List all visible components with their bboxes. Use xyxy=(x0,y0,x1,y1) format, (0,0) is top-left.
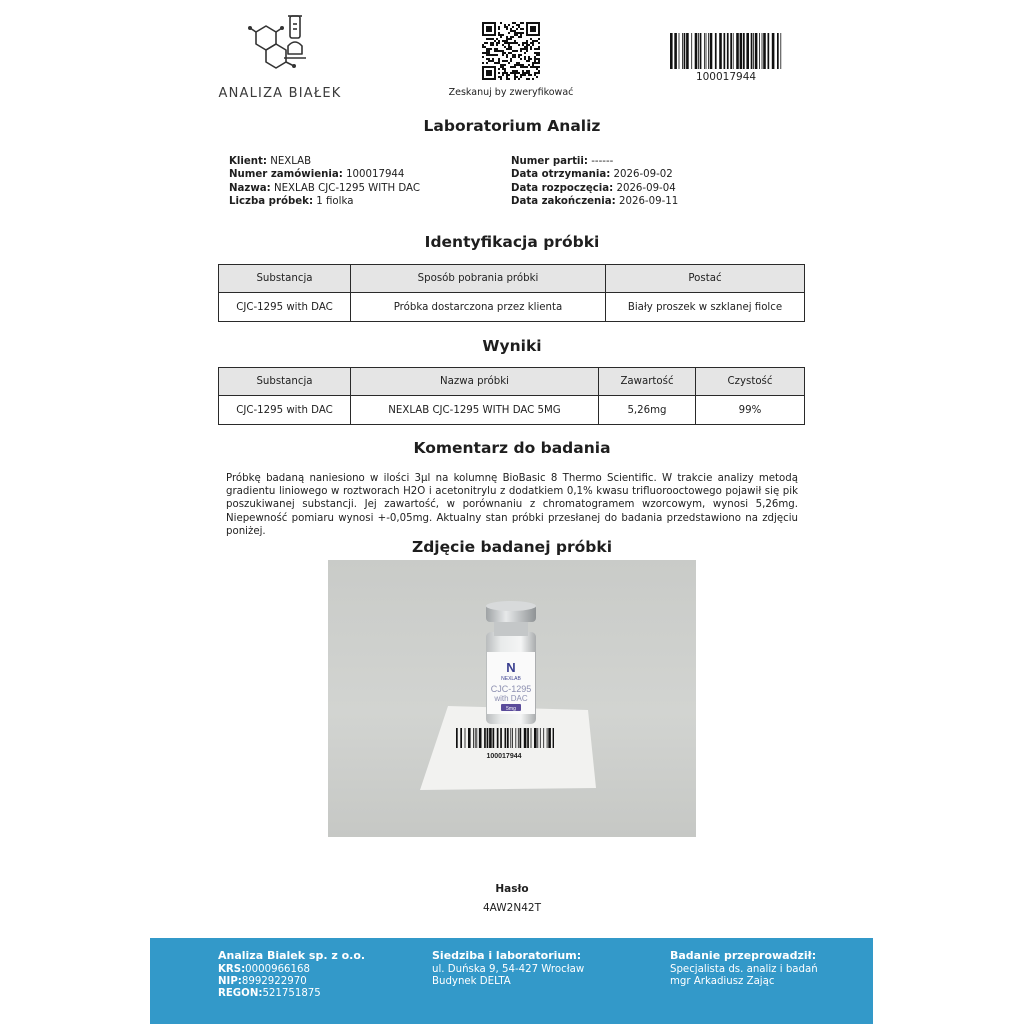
table-row xyxy=(219,293,805,322)
examiner-heading: Badanie przeprowadził: xyxy=(670,949,817,962)
table-header-row xyxy=(219,368,805,396)
results-table xyxy=(218,367,805,425)
company-logo xyxy=(218,12,342,101)
table-header-cell: Czystość xyxy=(696,368,805,396)
footer-address xyxy=(432,950,584,988)
comment-title: Komentarz do badania xyxy=(413,439,611,457)
vial-photo-illustration xyxy=(328,560,696,837)
table-cell: NEXLAB CJC-1295 WITH DAC 5MG xyxy=(351,396,599,425)
table-cell: 5,26mg xyxy=(599,396,696,425)
info-row-client: Klient: NEXLAB xyxy=(229,156,312,167)
password-label: Hasło xyxy=(495,883,529,895)
info-row-finished: Data zakończenia: 2026-09-11 xyxy=(511,196,679,208)
identification-title: Identyfikacja próbki xyxy=(424,233,600,251)
examiner-line2: mgr Arkadiusz Zając xyxy=(670,976,775,987)
table-header-row xyxy=(219,265,805,293)
company-name: Analiza Bialek sp. z o.o. xyxy=(218,949,366,962)
password-value: 4AW2N42T xyxy=(483,902,541,914)
table-cell: Próbka dostarczona przez klienta xyxy=(351,293,606,322)
table-cell: 99% xyxy=(696,396,805,425)
info-row-received: Data otrzymania: 2026-09-02 xyxy=(511,169,673,181)
vial-dose: 5mg xyxy=(506,706,516,712)
table-header-cell: Substancja xyxy=(219,368,351,396)
address-line1: ul. Duńska 9, 54-427 Wrocław xyxy=(432,964,585,975)
logo-text: ANALIZA BIAŁEK xyxy=(218,86,342,101)
table-header-cell: Nazwa próbki xyxy=(351,368,599,396)
info-row-name: Nazwa: NEXLAB CJC-1295 WITH DAC xyxy=(229,182,420,194)
examiner-line1: Specjalista ds. analiz i badań xyxy=(670,964,818,975)
barcode-top-number: 100017944 xyxy=(695,71,757,83)
vial-brand: NEXLAB xyxy=(501,676,521,682)
company-krs: KRS:0000966168 xyxy=(218,964,310,975)
qr-caption: Zeskanuj by zweryfikować xyxy=(448,87,574,98)
qr-code[interactable] xyxy=(482,22,540,80)
table-row xyxy=(219,396,805,425)
barcode-top xyxy=(670,33,782,69)
info-row-batch: Numer partii: ------ xyxy=(511,156,614,167)
company-regon: REGON:521751875 xyxy=(218,988,321,999)
footer-examiner xyxy=(670,950,818,988)
company-nip: NIP:8992922970 xyxy=(218,976,307,987)
vial-product-line2: with DAC xyxy=(494,694,528,703)
table-header-cell: Postać xyxy=(606,265,805,293)
identification-table xyxy=(218,264,805,322)
address-line2: Budynek DELTA xyxy=(432,976,511,987)
vial-logo: N xyxy=(506,660,516,675)
comment-text: Próbkę badaną naniesiono w ilości 3µl na kolumnę BioBasic 8 Thermo Scientific. W trakcie analizy metodą gradientu liniowego w roztworach H2O i acetonitrylu z dodatkiem 0,1% kwasu trifluorooctowego pojawił się pik poszukiwanej substancji. Jej zawartość, w porównaniu z chromatogramem wzorcowym, wynosi 5,26mg. Niepewność pomiaru wynosi +-0,05mg. Aktualny stan próbki przesłanej do badania przedstawiono na zdjęciu poniżej. xyxy=(226,473,798,537)
info-row-started: Data rozpoczęcia: 2026-09-04 xyxy=(511,182,676,194)
table-header-cell: Substancja xyxy=(219,265,351,293)
info-left xyxy=(229,155,420,209)
card-barcode-number: 100017944 xyxy=(486,753,522,760)
table-header-cell: Zawartość xyxy=(599,368,696,396)
address-heading: Siedziba i laboratorium: xyxy=(432,949,582,962)
footer-company xyxy=(218,950,365,1000)
sample-photo xyxy=(328,560,696,837)
table-cell: Biały proszek w szklanej fiolce xyxy=(606,293,805,322)
molecule-flask-icon xyxy=(248,12,312,74)
table-header-cell: Sposób pobrania próbki xyxy=(351,265,606,293)
info-row-samples: Liczba próbek: 1 fiolka xyxy=(229,196,354,208)
page-title: Laboratorium Analiz xyxy=(423,117,601,135)
footer xyxy=(150,938,873,1024)
info-row-order: Numer zamówienia: 100017944 xyxy=(229,169,405,181)
table-cell: CJC-1295 with DAC xyxy=(219,396,351,425)
photo-title: Zdjęcie badanej próbki xyxy=(411,538,613,556)
info-right xyxy=(511,155,678,209)
vial-product-line1: CJC-1295 xyxy=(490,684,532,694)
results-title: Wyniki xyxy=(482,337,542,355)
table-cell: CJC-1295 with DAC xyxy=(219,293,351,322)
